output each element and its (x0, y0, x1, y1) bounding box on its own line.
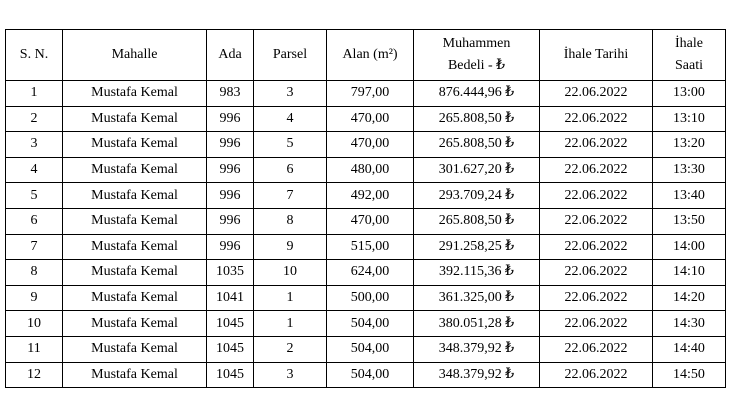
cell-saat: 14:30 (653, 311, 726, 337)
cell-saat: 13:00 (653, 81, 726, 107)
cell-bedel: 876.444,96 ₺ (414, 81, 540, 107)
cell-alan: 504,00 (327, 336, 414, 362)
cell-tarih: 22.06.2022 (540, 157, 653, 183)
cell-saat: 13:20 (653, 132, 726, 158)
cell-saat: 13:40 (653, 183, 726, 209)
header-ada: Ada (207, 30, 254, 81)
cell-sn: 4 (6, 157, 63, 183)
cell-mahalle: Mustafa Kemal (63, 336, 207, 362)
cell-ada: 1041 (207, 285, 254, 311)
cell-alan: 504,00 (327, 362, 414, 388)
cell-parsel: 3 (254, 362, 327, 388)
header-tarih: İhale Tarihi (540, 30, 653, 81)
cell-bedel: 265.808,50 ₺ (414, 106, 540, 132)
header-sn: S. N. (6, 30, 63, 81)
header-bedel (414, 30, 540, 81)
cell-bedel: 380.051,28 ₺ (414, 311, 540, 337)
cell-bedel: 265.808,50 ₺ (414, 208, 540, 234)
header-saat-line1: İhale (675, 36, 703, 51)
cell-saat: 13:50 (653, 208, 726, 234)
table-row (6, 157, 726, 183)
table-row (6, 362, 726, 388)
auction-table (5, 29, 726, 388)
cell-bedel: 291.258,25 ₺ (414, 234, 540, 260)
header-row (6, 30, 726, 81)
cell-alan: 480,00 (327, 157, 414, 183)
cell-alan: 797,00 (327, 81, 414, 107)
cell-sn: 11 (6, 336, 63, 362)
cell-mahalle: Mustafa Kemal (63, 311, 207, 337)
table-row (6, 234, 726, 260)
cell-parsel: 6 (254, 157, 327, 183)
cell-bedel: 301.627,20 ₺ (414, 157, 540, 183)
cell-mahalle: Mustafa Kemal (63, 208, 207, 234)
cell-bedel: 265.808,50 ₺ (414, 132, 540, 158)
table-row (6, 311, 726, 337)
cell-bedel: 348.379,92 ₺ (414, 362, 540, 388)
cell-ada: 1035 (207, 260, 254, 286)
cell-alan: 500,00 (327, 285, 414, 311)
cell-mahalle: Mustafa Kemal (63, 81, 207, 107)
cell-bedel: 361.325,00 ₺ (414, 285, 540, 311)
cell-sn: 6 (6, 208, 63, 234)
cell-alan: 504,00 (327, 311, 414, 337)
table-row (6, 208, 726, 234)
cell-sn: 12 (6, 362, 63, 388)
cell-tarih: 22.06.2022 (540, 234, 653, 260)
cell-parsel: 8 (254, 208, 327, 234)
cell-alan: 470,00 (327, 208, 414, 234)
cell-parsel: 1 (254, 311, 327, 337)
cell-saat: 13:10 (653, 106, 726, 132)
cell-parsel: 9 (254, 234, 327, 260)
cell-alan: 624,00 (327, 260, 414, 286)
header-bedel-line2: Bedeli - ₺ (447, 58, 506, 73)
cell-bedel: 392.115,36 ₺ (414, 260, 540, 286)
cell-saat: 14:00 (653, 234, 726, 260)
cell-tarih: 22.06.2022 (540, 260, 653, 286)
cell-bedel: 348.379,92 ₺ (414, 336, 540, 362)
header-mahalle: Mahalle (63, 30, 207, 81)
cell-ada: 1045 (207, 336, 254, 362)
table-row (6, 260, 726, 286)
cell-sn: 3 (6, 132, 63, 158)
cell-saat: 14:10 (653, 260, 726, 286)
cell-ada: 996 (207, 106, 254, 132)
header-saat-line2: Saati (675, 58, 703, 73)
header-bedel-line1: Muhammen (442, 36, 511, 51)
cell-alan: 470,00 (327, 132, 414, 158)
cell-alan: 492,00 (327, 183, 414, 209)
cell-sn: 1 (6, 81, 63, 107)
cell-parsel: 1 (254, 285, 327, 311)
cell-mahalle: Mustafa Kemal (63, 362, 207, 388)
cell-ada: 996 (207, 132, 254, 158)
cell-sn: 10 (6, 311, 63, 337)
cell-tarih: 22.06.2022 (540, 311, 653, 337)
cell-tarih: 22.06.2022 (540, 285, 653, 311)
cell-ada: 1045 (207, 362, 254, 388)
cell-sn: 5 (6, 183, 63, 209)
cell-mahalle: Mustafa Kemal (63, 157, 207, 183)
cell-ada: 996 (207, 157, 254, 183)
cell-saat: 13:30 (653, 157, 726, 183)
header-alan: Alan (m²) (327, 30, 414, 81)
table-row (6, 336, 726, 362)
cell-parsel: 10 (254, 260, 327, 286)
cell-sn: 2 (6, 106, 63, 132)
cell-ada: 996 (207, 208, 254, 234)
header-parsel: Parsel (254, 30, 327, 81)
cell-mahalle: Mustafa Kemal (63, 132, 207, 158)
cell-saat: 14:50 (653, 362, 726, 388)
table-row (6, 132, 726, 158)
cell-parsel: 2 (254, 336, 327, 362)
cell-parsel: 7 (254, 183, 327, 209)
cell-mahalle: Mustafa Kemal (63, 183, 207, 209)
cell-tarih: 22.06.2022 (540, 81, 653, 107)
table-row (6, 106, 726, 132)
cell-sn: 7 (6, 234, 63, 260)
cell-tarih: 22.06.2022 (540, 132, 653, 158)
table-body (6, 81, 726, 388)
cell-alan: 470,00 (327, 106, 414, 132)
cell-mahalle: Mustafa Kemal (63, 285, 207, 311)
table-header (6, 30, 726, 81)
cell-parsel: 5 (254, 132, 327, 158)
cell-parsel: 3 (254, 81, 327, 107)
cell-mahalle: Mustafa Kemal (63, 106, 207, 132)
cell-bedel: 293.709,24 ₺ (414, 183, 540, 209)
cell-saat: 14:40 (653, 336, 726, 362)
cell-sn: 8 (6, 260, 63, 286)
cell-tarih: 22.06.2022 (540, 336, 653, 362)
cell-tarih: 22.06.2022 (540, 106, 653, 132)
cell-ada: 996 (207, 183, 254, 209)
cell-ada: 1045 (207, 311, 254, 337)
table-row (6, 183, 726, 209)
table-row (6, 285, 726, 311)
cell-alan: 515,00 (327, 234, 414, 260)
cell-tarih: 22.06.2022 (540, 362, 653, 388)
cell-tarih: 22.06.2022 (540, 208, 653, 234)
cell-ada: 996 (207, 234, 254, 260)
cell-saat: 14:20 (653, 285, 726, 311)
header-saat (653, 30, 726, 81)
cell-sn: 9 (6, 285, 63, 311)
cell-tarih: 22.06.2022 (540, 183, 653, 209)
cell-ada: 983 (207, 81, 254, 107)
table-row (6, 81, 726, 107)
cell-mahalle: Mustafa Kemal (63, 260, 207, 286)
cell-parsel: 4 (254, 106, 327, 132)
cell-mahalle: Mustafa Kemal (63, 234, 207, 260)
